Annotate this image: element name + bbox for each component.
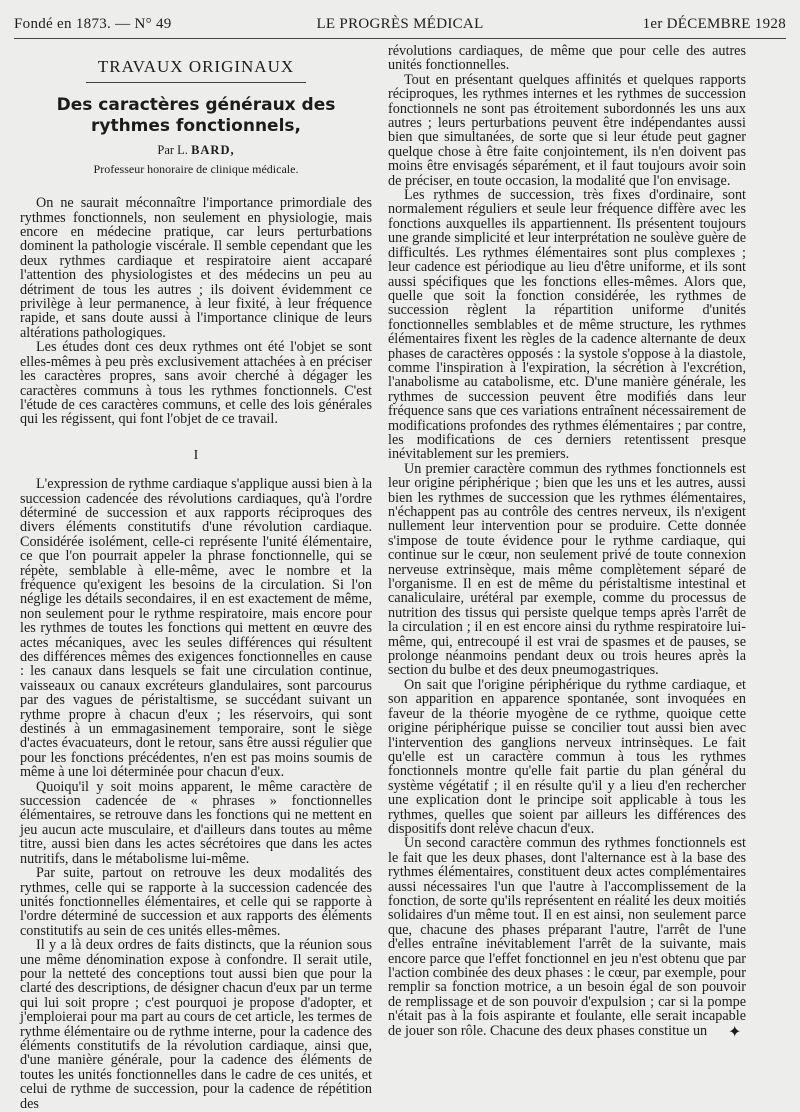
- continuation-mark: ✦: [728, 1024, 742, 1041]
- body-paragraph: Un premier caractère commun des rythmes fonctionnels est leur origine périphérique ; bien que les uns et les autres, aussi bien les rythmes de succession que les rythmes élémentaires, n'échappent pas au contrôle des centres nerveux, ils n'exigent nullement leur intervention pour se produire. Cette donnée s'impose de toute évidence pour le rythme cardiaque, qui continue sur le cœur, non seulement privé de toute connexion nerveuse extrinsèque, mais même complètement séparé de l'organisme. Il en est de même du péristaltisme intestinal et canaliculaire, urétéral par exemple, comme du processus de nutrition des tissus qui persiste quelque temps après l'arrêt de la circulation ; il en est encore ainsi du rythme respiratoire lui-même, qui, entrecoupé il est vrai de spasmes et de pauses, se prolonge néanmoins pendant deux ou trois heures après la section du bulbe et des deux pneumogastriques.: [388, 460, 746, 679]
- body-paragraph: On sait que l'origine périphérique du rythme cardiaque, et son apparition en apparence spontanée, sont invoquées en faveur de la théorie myogène de ce rythme, quoique cette origine périphérique puisse se concilier tout aussi bien avec l'intervention des ganglions nerveux intrinsèques. Le fait qu'elle est un caractère commun à tous les rythmes fonctionnels montre qu'elle fait partie du plan général du système végétatif ; il en résulte qu'il y a lieu d'en rechercher une explication dont le principe soit applicable à tous les rythmes, quelles que soient par ailleurs les différences des dispositifs dont relève chacun d'eux.: [388, 676, 746, 837]
- body-paragraph: révolutions cardiaques, de même que pour celle des autres unités fonctionnelles.: [388, 43, 746, 74]
- header-founded: Fondé en 1873. — N° 49: [14, 16, 172, 32]
- body-paragraph: Un second caractère commun des rythmes fonctionnels est le fait que les deux phases, dont l'alternance est à la base des rythmes élémentaires, constituent deux actes complémentaires aussi nécessaires l'un que l'autre à l'accomplissement de la fonction, de sorte qu'ils représentent en réalité les deux moitiés solidaires d'un même tout. Il en est ainsi, non seulement parce que, chacune des phases préparant l'autre, l'arrêt de l'une d'elles entraîne inévitablement l'arrêt de la suivante, mais encore parce que l'effet fonctionnel en jeu n'est obtenu que par l'action combinée des deux phases : le cœur, par exemple, pour remplir sa fonction motrice, a un besoin égal de son pouvoir de remplissage et de son pouvoir d'expulsion ; car si la pompe n'était pas à la fois aspirante et foulante, elle serait incapable de jouer son rôle. Chacune des deux phases constitue un: [388, 835, 746, 1039]
- section-numeral: I: [193, 447, 199, 463]
- right-column: [388, 44, 746, 1074]
- author-affiliation: Professeur honoraire de clinique médicale.: [93, 161, 299, 176]
- section-rule: [86, 82, 306, 83]
- body-paragraph: Quoiqu'il y soit moins apparent, le même caractère de succession cadencée de « phrases » fonctionnelles élémentaires, se retrouve dans les fonctions qui ne mettent en jeu aucun acte musculaire, et d'ailleurs dans toutes au même titre, aussi bien dans les actes sécrétoires que dans les actes nutritifs, dans le métabolisme lui-même.: [20, 778, 372, 867]
- byline: [20, 143, 372, 157]
- body-paragraph: Tout en présentant quelques affinités et quelques rapports réciproques, les rythmes internes et les rythmes de succession fonctionnels ne sont pas étroitement subordonnés les uns aux autres ; leurs perturbations peuvent être indépendantes aussi bien que simultanées, de sorte que si leur étude peut gagner quelque chose à être faite conjointement, ils n'en doivent pas moins être envisagés séparément, et il faut toujours avoir soin de préciser, en toute occasion, la modalité que l'on envisage.: [388, 71, 746, 189]
- header-rule: [14, 38, 786, 39]
- running-header: [14, 14, 786, 36]
- body-paragraph: Il y a là deux ordres de faits distincts, que la réunion sous une même dénomination expose à confondre. Il serait utile, pour la netteté des conceptions tout aussi bien que pour la clarté des descriptions, de désigner chacun d'eux par un terme qui lui soit propre ; c'est pourquoi je propose d'adopter, et j'emploierai pour ma part au cours de cet article, les termes de rythme élémentaire ou de rythme interne, pour la cadence des éléments constitutifs de la révolution cardiaque, ainsi que, d'une manière générale, pour la cadence des éléments de toutes les unités fonctionnelles dans le cadre de ces unités, et celui de rythme de succession, pour la cadence de répétition des: [20, 937, 372, 1112]
- intro-paragraph-2: Les études dont ces deux rythmes ont été l'objet se sont elles-mêmes à peu près exclusivement attachées à en préciser les caractères propres, sans avoir cherché à dégager les caractères communs à tous les rythmes fonctionnels. C'est l'étude de ces caractères communs, et celle des lois générales qui les régissent, qui font l'objet de ce travail.: [20, 339, 372, 428]
- header-journal-title: LE PROGRÈS MÉDICAL: [316, 16, 484, 32]
- header-date: 1er DÉCEMBRE 1928: [642, 16, 786, 32]
- byline-prefix: Par L.: [157, 143, 188, 158]
- body-paragraph: L'expression de rythme cardiaque s'applique aussi bien à la succession cadencée des révolutions cardiaques, qu'à l'ordre déterminé de succession et aux rapports réciproques des divers éléments constitutifs d'une révolution cardiaque. Considérée isolément, celle-ci représente l'unité élémentaire, ce que l'on pourrait appeler la phrase fonctionnelle, qui se répète, semblable à elle-même, avec le nombre et la fréquence qu'exigent les besoins de la circulation. Si l'on néglige les détails secondaires, il en est exactement de même, non seulement pour le rythme respiratoire, mais encore pour les rythmes de toutes les fonctions qui mettent en œuvre des actes mécaniques, avec les seules différences qui résultent des différences mêmes des exigences fonctionnelles en cause : les canaux dans lesquels se fait une circulation continue, vaisseaux ou canaux excréteurs glandulaires, sont parcourus par des vagues de péristaltisme, se succédant suivant un rythme propre à chacun d'eux ; les réservoirs, qui sont destinés à un emmagasinement temporaire, sont le siège d'actes évacuateurs, dont le retour, sans être aussi régulier que pour les fonctions précédentes, n'en est pas moins soumis de même à une loi déterminée pour chacun d'eux.: [20, 476, 372, 781]
- article-title: Des caractères généraux des rythmes fonctionnels,: [56, 95, 336, 137]
- left-column: [20, 48, 372, 1112]
- body-paragraph: Les rythmes de succession, très fixes d'ordinaire, sont normalement réguliers et seule leur fréquence diffère avec les fonctions auxquelles ils appartiennent. Ils présentent toujours une grande simplicité et leur interprétation ne soulève guère de difficultés. Les rythmes élémentaires sont plus complexes ; leur cadence est périodique au lieu d'être uniforme, et ils sont aussi spécifiques que les fonctions elles-mêmes. Alors que, quelle que soit la fonction considérée, les rythmes de succession règlent la répartition uniforme d'unités fonctionnelles semblables et de même structure, les rythmes élémentaires fixent les règles de la cadence alternante de deux phases de caractères opposés : la systole s'oppose à la diastole, comme l'inspiration à l'expiration, la sécrétion à l'excrétion, l'anabolisme au catabolisme, etc. D'une manière générale, les rythmes de succession peuvent être modifiés dans leur fréquence sans que ces variations entraînent nécessairement de modifications profondes des rythmes élémentaires ; par contre, les modifications de ces derniers retentissent presque inévitablement sur les premiers.: [388, 187, 746, 463]
- intro-paragraph-1: On ne saurait méconnaître l'importance primordiale des rythmes fonctionnels, non seulement en physiologie, mais encore en médecine pratique, car leurs perturbations dominent la pathologie viscérale. Il semble cependant que les deux rythmes cardiaque et respiratoire aient accaparé l'attention des physiologistes et des médecins un peu au détriment de tous les autres ; ils doivent évidemment ce privilège à leur permanence, à leur fixité, à leur fréquence rapide, et sans doute aussi à l'importance clinique de leurs altérations pathologiques.: [20, 195, 372, 341]
- section-heading: TRAVAUX ORIGINAUX: [97, 57, 295, 76]
- body-paragraph: Par suite, partout on retrouve les deux modalités des rythmes, celle qui se rapporte à la succession cadencée des unités fonctionnelles élémentaires, et celle qui se rapporte à l'ordre déterminé de succession et aux rapports des éléments constitutifs au sein de ces unités elles-mêmes.: [20, 865, 372, 939]
- author-name: BARD,: [191, 143, 235, 158]
